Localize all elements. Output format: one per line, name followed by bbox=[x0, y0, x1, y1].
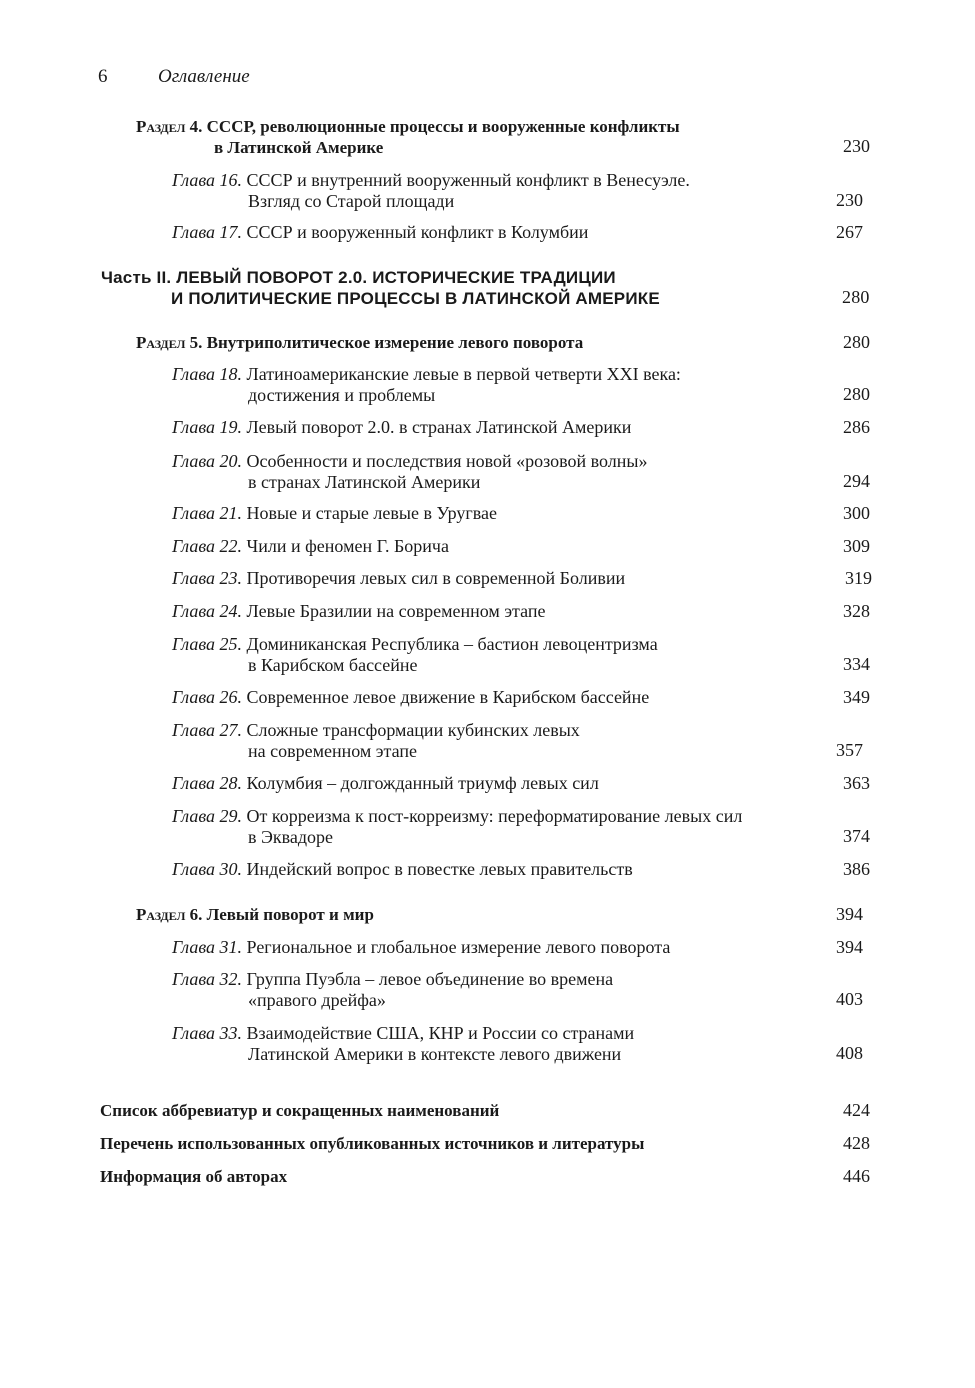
page-ref: 319 bbox=[845, 568, 872, 588]
page-ref: 280 bbox=[843, 384, 870, 404]
toc-chapter-17[interactable] bbox=[172, 222, 876, 243]
page-ref: 394 bbox=[836, 904, 863, 924]
chapter-title: СССР и вооруженный конфликт в Колумбии bbox=[246, 222, 589, 242]
chapter-title-cont: в странах Латинской Америки bbox=[248, 472, 481, 492]
section-title: 4. СССР, революционные процессы и вооруженные конфликты bbox=[189, 117, 680, 136]
toc-chapter-22[interactable] bbox=[172, 536, 876, 557]
chapter-title: Взаимодействие США, КНР и России со странами bbox=[246, 1023, 635, 1043]
chapter-label: Глава 23. bbox=[172, 568, 243, 588]
running-header bbox=[98, 66, 250, 88]
chapter-title: Доминиканская Республика – бастион левоцентризма bbox=[246, 634, 658, 654]
backmatter-title: Перечень использованных опубликованных источников и литературы bbox=[100, 1134, 645, 1153]
toc-chapter-28[interactable] bbox=[172, 773, 876, 794]
toc-chapter-20[interactable] bbox=[172, 451, 876, 493]
chapter-title: Колумбия – долгожданный триумф левых сил bbox=[246, 773, 599, 793]
page-ref: 280 bbox=[842, 287, 870, 307]
chapter-title-cont: в Карибском бассейне bbox=[248, 655, 418, 675]
section-label: Раздел bbox=[136, 905, 186, 924]
toc-chapter-18[interactable] bbox=[172, 364, 876, 406]
toc-abbreviations[interactable] bbox=[100, 1100, 876, 1121]
chapter-title: Новые и старые левые в Уругвае bbox=[246, 503, 498, 523]
page-ref: 386 bbox=[843, 859, 870, 879]
page-ref: 363 bbox=[843, 773, 870, 793]
toc-section-4[interactable] bbox=[136, 116, 876, 158]
page-ref: 294 bbox=[843, 471, 870, 491]
chapter-label: Глава 27. bbox=[172, 720, 243, 740]
page-number: 6 bbox=[98, 66, 108, 87]
toc-chapter-29[interactable] bbox=[172, 806, 876, 848]
chapter-title-cont: достижения и проблемы bbox=[248, 385, 436, 405]
chapter-title-cont: «правого дрейфа» bbox=[248, 990, 386, 1010]
toc-chapter-27[interactable] bbox=[172, 720, 876, 762]
chapter-label: Глава 30. bbox=[172, 859, 243, 879]
page-ref: 286 bbox=[843, 417, 870, 437]
page-ref: 328 bbox=[843, 601, 870, 621]
chapter-title: Особенности и последствия новой «розовой волны» bbox=[246, 451, 648, 471]
page-ref: 230 bbox=[836, 190, 863, 210]
section-label: Раздел bbox=[136, 333, 186, 352]
chapter-label: Глава 16. bbox=[172, 170, 243, 190]
part-label: Часть II. bbox=[101, 268, 172, 287]
page-ref: 374 bbox=[843, 826, 870, 846]
chapter-label: Глава 32. bbox=[172, 969, 243, 989]
section-label: Раздел bbox=[136, 117, 186, 136]
chapter-label: Глава 18. bbox=[172, 364, 243, 384]
chapter-label: Глава 24. bbox=[172, 601, 243, 621]
toc-section-6[interactable] bbox=[136, 904, 876, 925]
backmatter-title: Информация об авторах bbox=[100, 1167, 288, 1186]
chapter-label: Глава 31. bbox=[172, 937, 243, 957]
running-title: Оглавление bbox=[158, 66, 250, 87]
page-ref: 446 bbox=[843, 1166, 870, 1186]
page-ref: 230 bbox=[843, 136, 870, 156]
chapter-title: Региональное и глобальное измерение левого поворота bbox=[246, 937, 671, 957]
chapter-label: Глава 33. bbox=[172, 1023, 243, 1043]
chapter-title-cont: Взгляд со Старой площади bbox=[248, 191, 455, 211]
toc-chapter-19[interactable] bbox=[172, 417, 876, 438]
section-title-cont: в Латинской Америке bbox=[214, 138, 384, 157]
chapter-title-cont: в Эквадоре bbox=[248, 827, 334, 847]
toc-chapter-30[interactable] bbox=[172, 859, 876, 880]
chapter-title: Противоречия левых сил в современной Боливии bbox=[246, 568, 626, 588]
toc-chapter-23[interactable] bbox=[172, 568, 876, 589]
chapter-title: Группа Пуэбла – левое объединение во времена bbox=[246, 969, 614, 989]
chapter-title-cont: на современном этапе bbox=[248, 741, 417, 761]
page-ref: 334 bbox=[843, 654, 870, 674]
toc-section-5[interactable] bbox=[136, 332, 876, 353]
chapter-title: Сложные трансформации кубинских левых bbox=[246, 720, 580, 740]
page-ref: 300 bbox=[843, 503, 870, 523]
toc-authors-info[interactable] bbox=[100, 1166, 876, 1187]
chapter-title: Современное левое движение в Карибском бассейне bbox=[246, 687, 650, 707]
page-ref: 428 bbox=[843, 1133, 870, 1153]
page-ref: 403 bbox=[836, 989, 863, 1009]
page-ref: 424 bbox=[843, 1100, 870, 1120]
chapter-label: Глава 17. bbox=[172, 222, 243, 242]
chapter-title: Чили и феномен Г. Борича bbox=[246, 536, 449, 556]
toc-part-2[interactable] bbox=[101, 267, 876, 309]
page-ref: 309 bbox=[843, 536, 870, 556]
toc-chapter-31[interactable] bbox=[172, 937, 876, 958]
toc-chapter-26[interactable] bbox=[172, 687, 876, 708]
chapter-label: Глава 19. bbox=[172, 417, 243, 437]
section-title: 6. Левый поворот и мир bbox=[189, 905, 374, 924]
toc-chapter-33[interactable] bbox=[172, 1023, 876, 1065]
part-title-cont: И ПОЛИТИЧЕСКИЕ ПРОЦЕССЫ В ЛАТИНСКОЙ АМЕРИКЕ bbox=[171, 289, 660, 308]
chapter-title: Индейский вопрос в повестке левых правительств bbox=[246, 859, 633, 879]
toc-chapter-24[interactable] bbox=[172, 601, 876, 622]
chapter-label: Глава 28. bbox=[172, 773, 243, 793]
chapter-title: Левые Бразилии на современном этапе bbox=[246, 601, 546, 621]
backmatter-title: Список аббревиатур и сокращенных наименований bbox=[100, 1101, 500, 1120]
chapter-label: Глава 21. bbox=[172, 503, 243, 523]
chapter-label: Глава 26. bbox=[172, 687, 243, 707]
page-ref: 408 bbox=[836, 1043, 863, 1063]
chapter-label: Глава 25. bbox=[172, 634, 243, 654]
toc-chapter-21[interactable] bbox=[172, 503, 876, 524]
page-ref: 357 bbox=[836, 740, 863, 760]
toc-chapter-25[interactable] bbox=[172, 634, 876, 676]
chapter-label: Глава 20. bbox=[172, 451, 243, 471]
toc-chapter-16[interactable] bbox=[172, 170, 876, 212]
chapter-title: Латиноамериканские левые в первой четверти XXI века: bbox=[246, 364, 681, 384]
chapter-label: Глава 29. bbox=[172, 806, 243, 826]
toc-chapter-32[interactable] bbox=[172, 969, 876, 1011]
chapter-title-cont: Латинской Америки в контексте левого движени bbox=[248, 1044, 622, 1064]
chapter-title: От корреизма к пост-корреизму: переформатирование левых сил bbox=[246, 806, 743, 826]
toc-sources-literature[interactable] bbox=[100, 1133, 876, 1154]
page-ref: 394 bbox=[836, 937, 863, 957]
page-ref: 267 bbox=[836, 222, 863, 242]
chapter-title: СССР и внутренний вооруженный конфликт в Венесуэле. bbox=[246, 170, 690, 190]
chapter-title: Левый поворот 2.0. в странах Латинской Америки bbox=[246, 417, 632, 437]
chapter-label: Глава 22. bbox=[172, 536, 243, 556]
section-title: 5. Внутриполитическое измерение левого поворота bbox=[189, 333, 584, 352]
part-title: ЛЕВЫЙ ПОВОРОТ 2.0. ИСТОРИЧЕСКИЕ ТРАДИЦИИ bbox=[176, 268, 616, 287]
page-ref: 280 bbox=[843, 332, 870, 352]
page-ref: 349 bbox=[843, 687, 870, 707]
